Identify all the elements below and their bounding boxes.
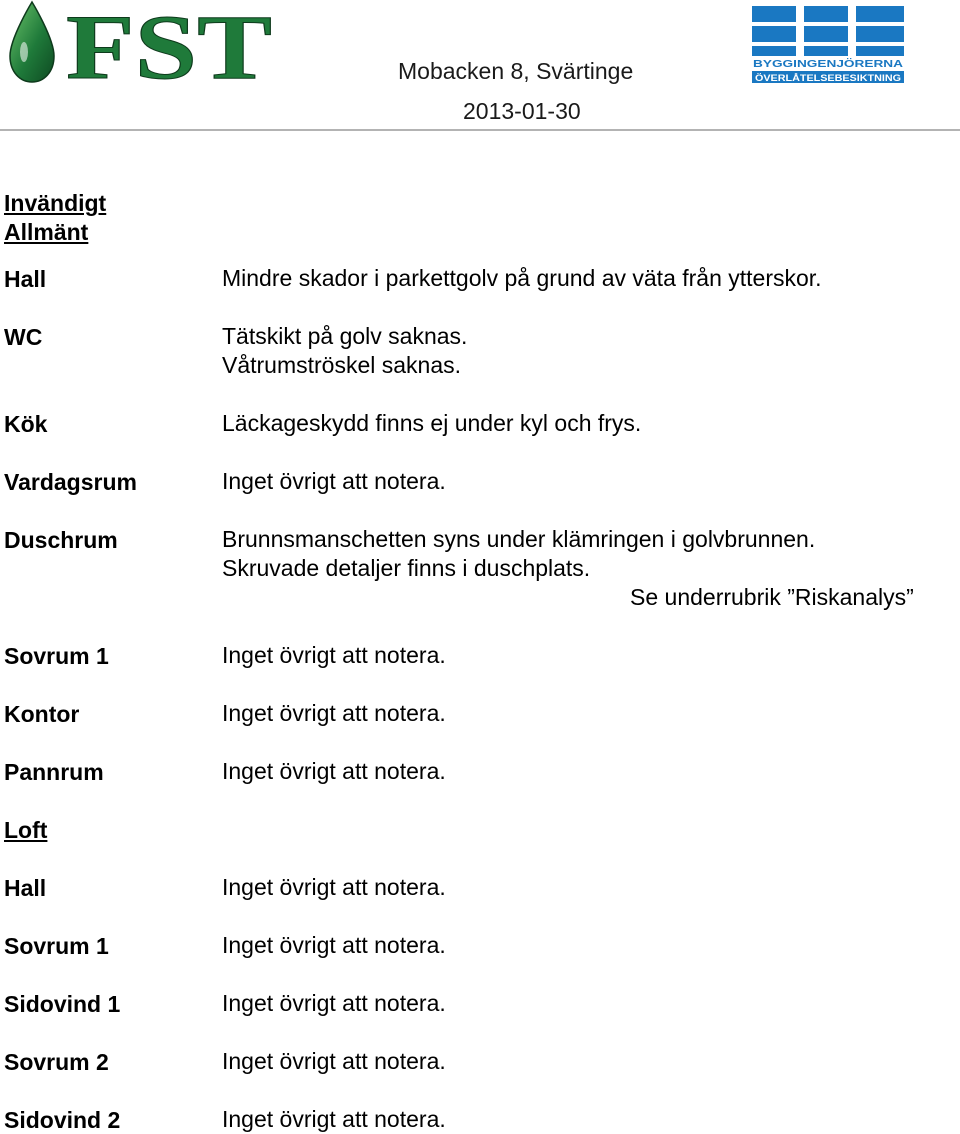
- note-line: Våtrumströskel saknas.: [222, 352, 462, 378]
- note-line: Brunnsmanschetten syns under klämringen i golvbrunnen.: [222, 526, 816, 552]
- inspection-date: 2013-01-30: [463, 98, 581, 124]
- note-line: Inget övrigt att notera.: [222, 874, 446, 900]
- risk-analysis-reference: Se underrubrik ”Riskanalys”: [630, 584, 914, 610]
- room-note-vardagsrum: [222, 467, 446, 496]
- note-line: Inget övrigt att notera.: [222, 932, 446, 958]
- note-line: Inget övrigt att notera.: [222, 758, 446, 784]
- room-note-hall: [222, 264, 822, 293]
- loft-room-label-hall: Hall: [4, 875, 47, 901]
- room-note-sovrum1: [222, 641, 446, 670]
- loft-room-label-sovrum2: Sovrum 2: [4, 1049, 109, 1075]
- fst-logo: [4, 0, 274, 86]
- loft-room-note-sidovind1: [222, 989, 446, 1018]
- loft-room-label-sidovind1: Sidovind 1: [4, 991, 121, 1017]
- note-line: Inget övrigt att notera.: [222, 642, 446, 668]
- svg-text:BYGGINGENJÖRERNA: BYGGINGENJÖRERNA: [753, 59, 864, 70]
- loft-room-label-sovrum1: Sovrum 1: [4, 933, 109, 959]
- property-address: Mobacken 8, Svärtinge: [398, 58, 634, 84]
- note-line: Inget övrigt att notera.: [222, 1048, 446, 1074]
- svg-text:ÖVERLÅTELSEBESIKTNING: ÖVERLÅTELSEBESIKTNING: [755, 73, 901, 83]
- loft-room-note-sovrum2: [222, 1047, 446, 1076]
- room-label-wc: WC: [4, 324, 43, 350]
- note-line: Tätskikt på golv saknas.: [222, 323, 468, 349]
- section-title-loft: Loft: [4, 817, 48, 843]
- svg-text:FST: FST: [66, 0, 272, 86]
- room-note-kok: [222, 409, 641, 438]
- sbr-logo: [750, 4, 906, 84]
- note-line: Inget övrigt att notera.: [222, 1106, 446, 1132]
- loft-room-label-sidovind2: Sidovind 2: [4, 1107, 121, 1133]
- loft-room-note-hall: [222, 873, 446, 902]
- loft-room-note-sidovind2: [222, 1105, 446, 1134]
- note-line: Inget övrigt att notera.: [222, 990, 446, 1016]
- room-note-duschrum: [222, 525, 914, 612]
- note-line: Inget övrigt att notera.: [222, 468, 446, 494]
- section-title-invandigt: Invändigt: [4, 190, 107, 216]
- page-header: [0, 0, 960, 132]
- section-title-allmant: Allmänt: [4, 219, 89, 245]
- room-note-kontor: [222, 699, 446, 728]
- note-line: Mindre skador i parkettgolv på grund av väta från ytterskor.: [222, 265, 822, 291]
- loft-room-note-sovrum1: [222, 931, 446, 960]
- room-note-pannrum: [222, 757, 446, 786]
- room-label-pannrum: Pannrum: [4, 759, 104, 785]
- room-label-sovrum1: Sovrum 1: [4, 643, 109, 669]
- note-line: Inget övrigt att notera.: [222, 700, 446, 726]
- water-drop-icon: [10, 2, 54, 82]
- room-label-kok: Kök: [4, 411, 48, 437]
- note-line: Läckageskydd finns ej under kyl och frys.: [222, 410, 642, 436]
- room-label-vardagsrum: Vardagsrum: [4, 469, 137, 495]
- note-line: Skruvade detaljer finns i duschplats.: [222, 555, 591, 581]
- room-label-kontor: Kontor: [4, 701, 80, 727]
- room-label-duschrum: Duschrum: [4, 527, 118, 553]
- room-note-wc: [222, 322, 467, 380]
- room-label-hall: Hall: [4, 266, 47, 292]
- header-divider: [0, 129, 960, 131]
